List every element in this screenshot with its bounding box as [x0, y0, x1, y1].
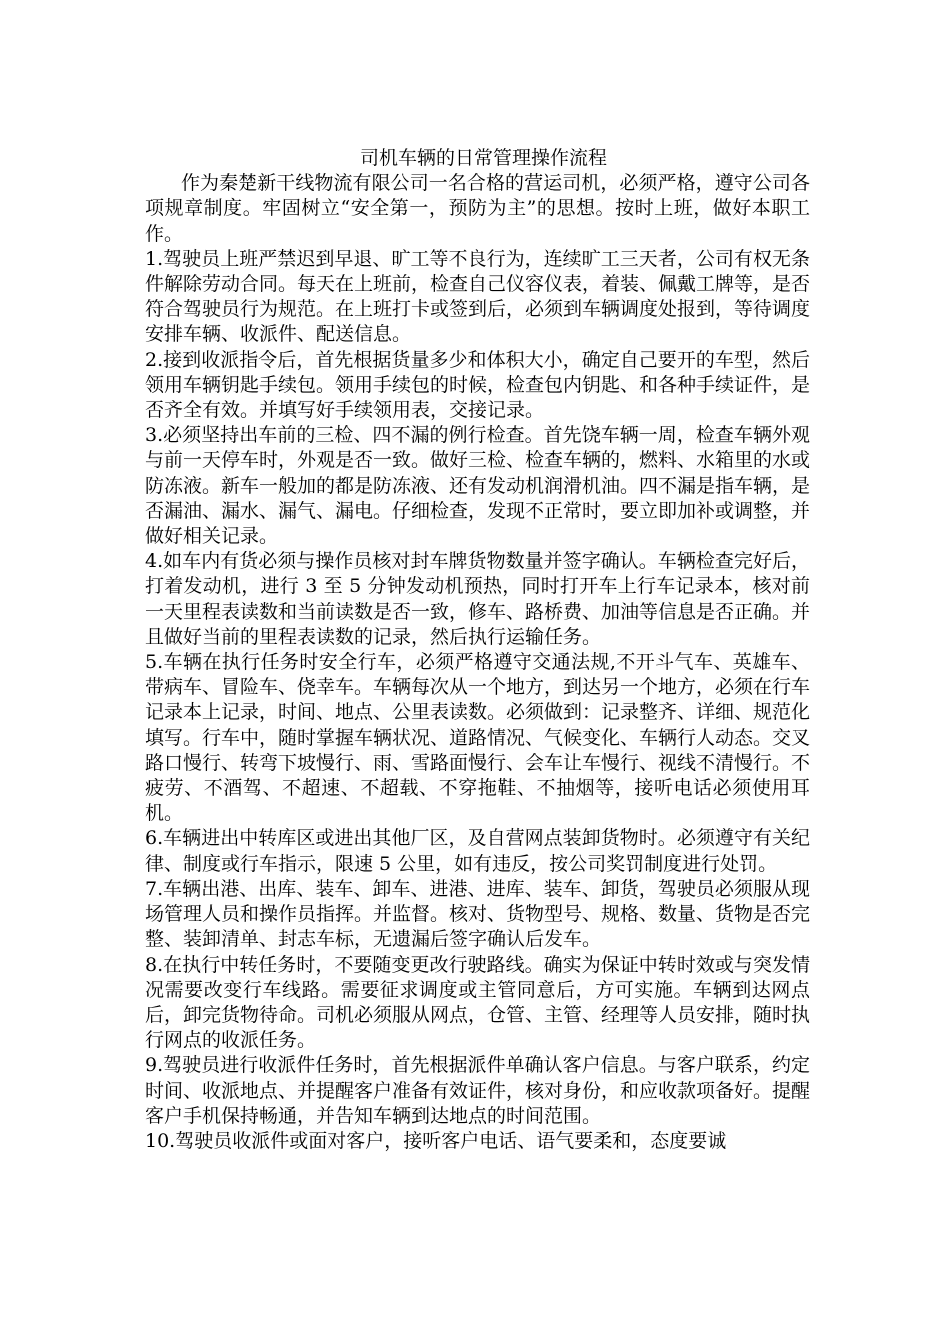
rule-item-9: 9.驾驶员进行收派件任务时，首先根据派件单确认客户信息。与客户联系，约定时间、收派地点、并提醒客户准备有效证件，核对身份，和应收款项备好。提醒客户手机保持畅通，并告知车辆到达地点的时间范围。 [145, 1054, 811, 1127]
rule-item-7: 7.车辆出港、出库、装车、卸车、进港、进库、装车、卸货，驾驶员必须服从现场管理人员和操作员指挥。并监督。核对、货物型号、规格、数量、货物是否完整、装卸清单、封志车标，无遗漏后签字确认后发车。 [145, 877, 811, 951]
rule-item-3: 3.必须坚持出车前的三检、四不漏的例行检查。首先饶车辆一周，检查车辆外观与前一天停车时，外观是否一致。做好三检、检查车辆的，燃料、水箱里的水或防冻液。新车一般加的都是防冻液、还有发动机润滑机油。四不漏是指车辆，是否漏油、漏水、漏气、漏电。仔细检查，发现不正常时，要立即加补或调整，并做好相关记录。 [145, 424, 811, 548]
rule-item-2: 2.接到收派指令后，首先根据货量多少和体积大小，确定自己要开的车型，然后领用车辆钥匙手续包。领用手续包的时候，检查包内钥匙、和各种手续证件，是否齐全有效。并填写好手续领用表，交接记录。 [145, 348, 811, 422]
rule-item-6: 6.车辆进出中转库区或进出其他厂区，及自营网点装卸货物时。必须遵守有关纪律、制度或行车指示，限速 5 公里，如有违反，按公司奖罚制度进行处罚。 [145, 827, 810, 875]
rule-item-4: 4.如车内有货必须与操作员核对封车牌货物数量并签字确认。车辆检查完好后，打着发动机，进行 3 至 5 分钟发动机预热，同时打开车上行车记录本，核对前一天里程表读数和当前读数是否一致，修车、路桥费、加油等信息是否正确。并且做好当前的里程表读数的记录，然后执行运输任务。 [145, 550, 811, 648]
rule-item-1: 1.驾驶员上班严禁迟到早退、旷工等不良行为，连续旷工三天者，公司有权无条件解除劳动合同。每天在上班前，检查自己仪容仪表，着装、佩戴工牌等，是否符合驾驶员行为规范。在上班打卡或签到后，必须到车辆调度处报到，等待调度安排车辆、收派件、配送信息。 [145, 247, 811, 346]
intro-paragraph: 作为秦楚新干线物流有限公司一名合格的营运司机，必须严格，遵守公司各项规章制度。牢固树立“安全第一，预防为主”的思想。按时上班，做好本职工作。 [145, 172, 810, 245]
rule-item-10: 10.驾驶员收派件或面对客户，接听客户电话、语气要柔和，态度要诚 [145, 1129, 727, 1152]
rule-item-5: 5.车辆在执行任务时安全行车，必须严格遵守交通法规,不开斗气车、英雄车、带病车、冒险车、侥幸车。车辆每次从一个地方，到达另一个地方，必须在行车记录本上记录，时间、地点、公里表读数。必须做到：记录整齐、详细、规范化填写。行车中，随时掌握车辆状况、道路情况、气候变化、车辆行人动态。交叉路口慢行、转弯下坡慢行、雨、雪路面慢行、会车让车慢行、视线不清慢行。不疲劳、不酒驾、不超速、不超载、不穿拖鞋、不抽烟等，接听电话必须使用耳机。 [145, 651, 811, 825]
rule-item-8: 8.在执行中转任务时，不要随变更改行驶路线。确实为保证中转时效或与突发情况需要改变行车线路。需要征求调度或主管同意后，方可实施。车辆到达网点后，卸完货物待命。司机必须服从网点，仓管、主管、经理等人员安排，随时执行网点的收派任务。 [145, 953, 811, 1052]
document-title: 司机车辆的日常管理操作流程 [359, 147, 607, 169]
document-page [145, 146, 810, 1154]
